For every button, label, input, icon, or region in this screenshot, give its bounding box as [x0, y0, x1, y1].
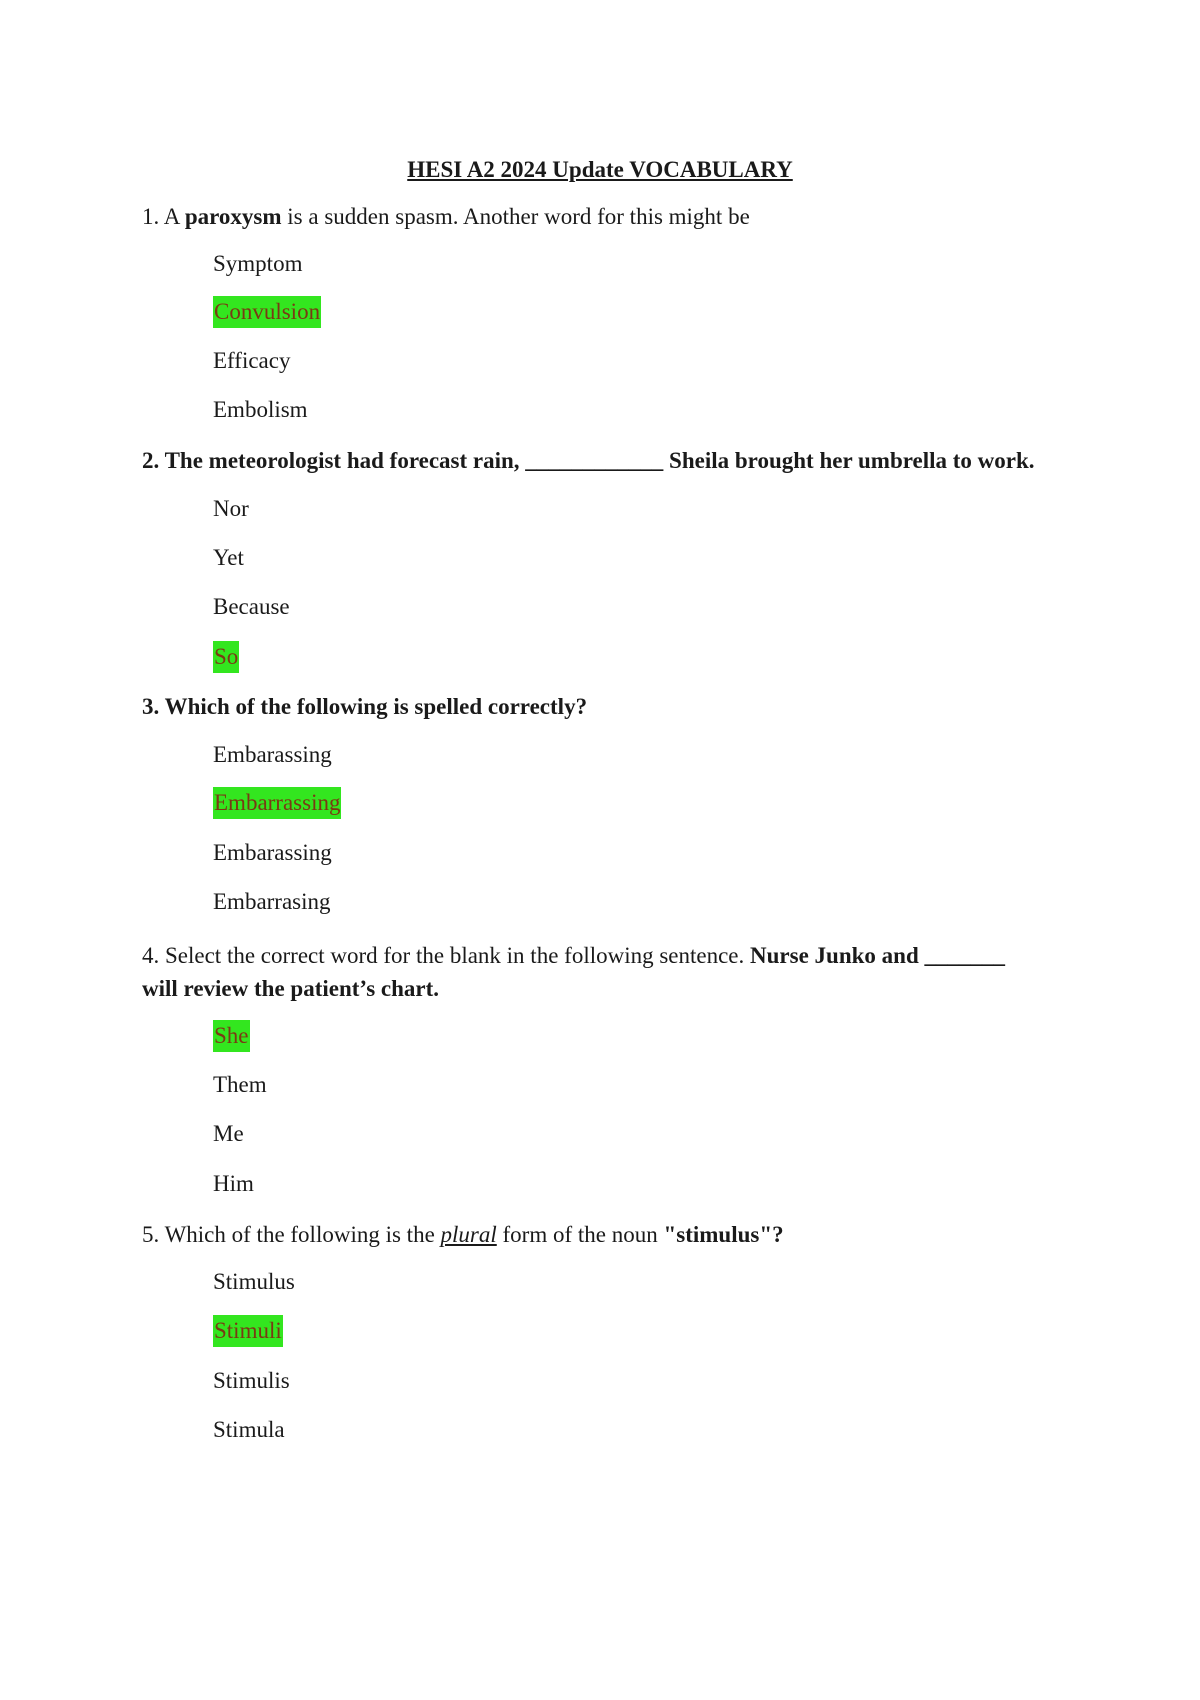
q5-option-b-correct: Stimuli [213, 1315, 283, 1347]
q2-option-c: Because [213, 594, 290, 619]
q4-option-c: Me [213, 1121, 244, 1146]
q1-option-d: Embolism [213, 397, 308, 422]
q3-option-c: Embarassing [213, 840, 332, 865]
q2-option-b: Yet [213, 545, 244, 570]
question-5-keyword: "stimulus"? [663, 1222, 784, 1247]
question-1-keyword: paroxysm [184, 204, 282, 229]
question-1 [142, 200, 1072, 233]
question-4-text-start: 4. Select the correct word for the blank in the following sentence. [142, 943, 751, 968]
q3-option-b-correct: Embarrassing [213, 787, 341, 819]
q4-option-a-correct: She [213, 1020, 250, 1052]
q5-option-c: Stimulis [213, 1368, 290, 1393]
question-4 [142, 939, 1042, 1005]
question-2: 2. The meteorologist had forecast rain, ____________ Sheila brought her umbrella to work. [142, 448, 1035, 473]
q5-option-d: Stimula [213, 1417, 285, 1442]
q3-option-d: Embarrasing [213, 889, 331, 914]
q4-option-b: Them [213, 1072, 267, 1097]
document-title: HESI A2 2024 Update VOCABULARY [407, 157, 793, 182]
q3-option-a: Embarassing [213, 742, 332, 767]
question-5-text-start: 5. Which of the following is the [142, 1222, 441, 1247]
q1-option-a: Symptom [213, 251, 303, 276]
question-4-sentence: Nurse Junko and _______ will review the patient’s chart. [142, 943, 1006, 1001]
question-3: 3. Which of the following is spelled correctly? [142, 694, 588, 719]
q4-option-d: Him [213, 1171, 254, 1196]
question-5 [142, 1218, 1072, 1251]
question-1-text-end: is a sudden spasm. Another word for this might be [281, 204, 750, 229]
q2-option-d-correct: So [213, 641, 239, 673]
q5-option-a: Stimulus [213, 1269, 295, 1294]
q2-option-a: Nor [213, 496, 249, 521]
question-5-emphasis: plural [440, 1222, 497, 1247]
question-5-text-middle: form of the noun [496, 1222, 664, 1247]
q1-option-c: Efficacy [213, 348, 291, 373]
question-1-text-start: 1. A [142, 204, 185, 229]
q1-option-b-correct: Convulsion [213, 296, 321, 328]
